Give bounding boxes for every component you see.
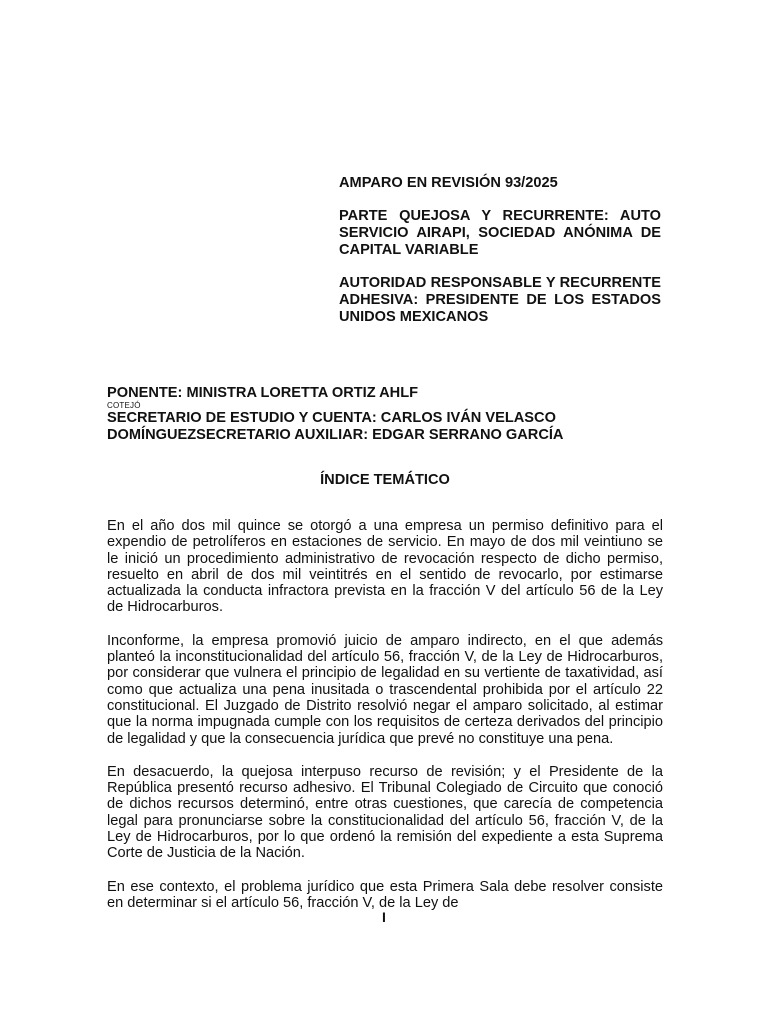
index-title: ÍNDICE TEMÁTICO <box>320 472 450 488</box>
autoridad-responsable: AUTORIDAD RESPONSABLE Y RECURRENTE ADHESIVA: PRESIDENTE DE LOS ESTADOS UNIDOS MEXICANOS <box>339 275 661 325</box>
paragraph: Inconforme, la empresa promovió juicio de amparo indirecto, en el que además planteó la inconstitucionalidad del artículo 56, fracción V, de la Ley de Hidrocarburos, por considerar que vulnera el principio de legalidad en su vertiente de taxatividad, así como que actualiza una pena inusitada o trascendental prohibida por el artículo 22 constitucional. El Juzgado de Distrito resolvió negar el amparo solicitado, al estimar que la norma impugnada cumple con los requisitos de certeza derivados del principio de legalidad y que la consecuencia jurídica que prevé no constituye una pena. <box>107 632 663 747</box>
cotejo-label: COTEJÓ <box>107 401 141 410</box>
page-number: I <box>382 909 386 925</box>
body-text <box>107 518 663 928</box>
staff-block <box>107 385 663 444</box>
paragraph: En ese contexto, el problema jurídico que esta Primera Sala debe resolver consiste en determinar si el artículo 56, fracción V, de la Ley de <box>107 878 663 911</box>
parte-quejosa: PARTE QUEJOSA Y RECURRENTE: AUTO SERVICIO AIRAPI, SOCIEDAD ANÓNIMA DE CAPITAL VARIABLE <box>339 208 661 258</box>
ponente: PONENTE: MINISTRA LORETTA ORTIZ AHLF <box>107 385 419 401</box>
secretarios: SECRETARIO DE ESTUDIO Y CUENTA: CARLOS IVÁN VELASCO DOMÍNGUEZSECRETARIO AUXILIAR: EDGAR SERRANO GARCÍA <box>107 410 564 443</box>
case-header <box>339 175 661 342</box>
paragraph: En desacuerdo, la quejosa interpuso recurso de revisión; y el Presidente de la República presentó recurso adhesivo. El Tribunal Colegiado de Circuito que conoció de dichos recursos determinó, entre otras cuestiones, que carecía de competencia legal para pronunciarse sobre la constitucionalidad del artículo 56, fracción V, de la Ley de Hidrocarburos, por lo que ordenó la remisión del expediente a esta Suprema Corte de Justicia de la Nación. <box>107 763 663 862</box>
case-number: AMPARO EN REVISIÓN 93/2025 <box>339 175 558 191</box>
paragraph: En el año dos mil quince se otorgó a una empresa un permiso definitivo para el expendio de petrolíferos en estaciones de servicio. En mayo de dos mil veintiuno se le inició un procedimiento administrativo de revocación respecto de dicho permiso, resuelto en abril de dos mil veintitrés en el sentido de revocarlo, por estimarse actualizada la conducta infractora prevista en la fracción V del artículo 56 de la Ley de Hidrocarburos. <box>107 518 663 616</box>
